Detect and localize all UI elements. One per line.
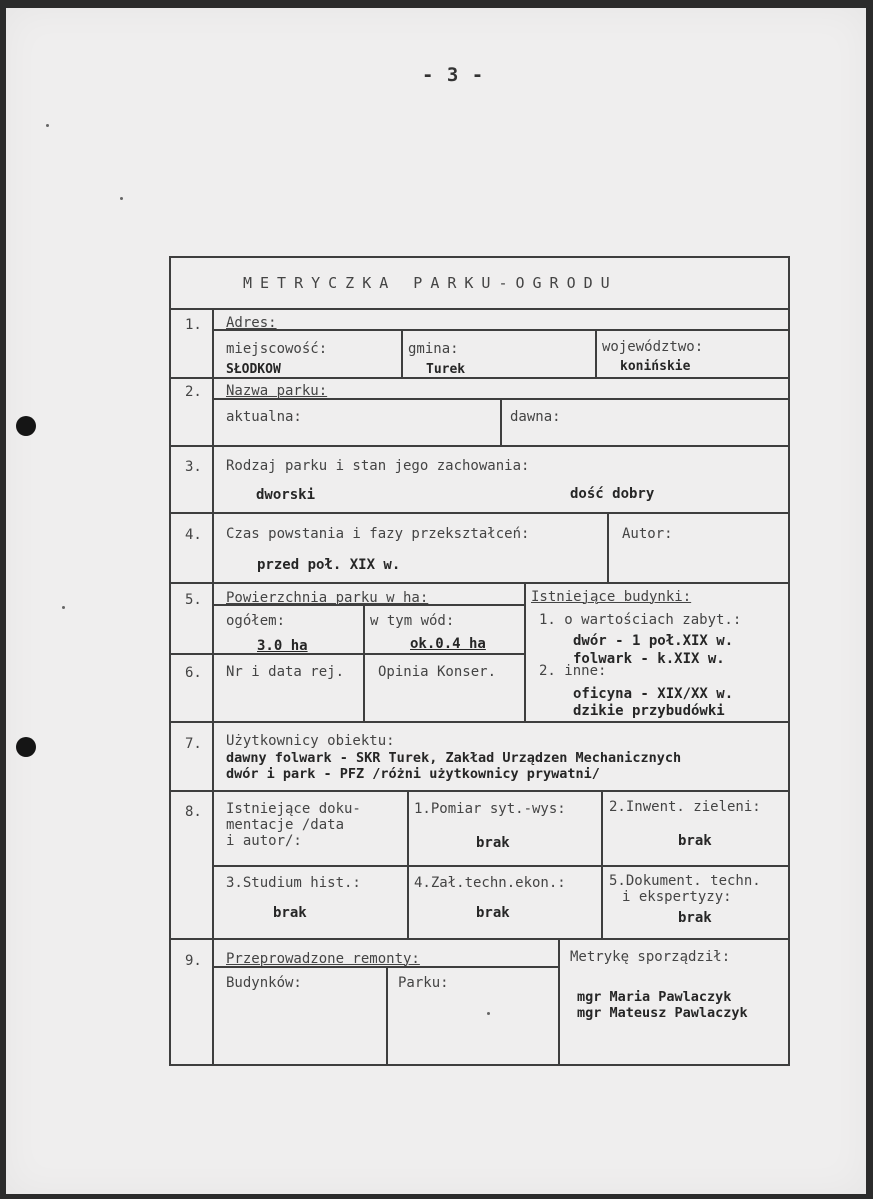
tech-docs-value: brak bbox=[678, 910, 712, 926]
users-line-2: dwór i park - PFZ /różni użytkownicy prywatni/ bbox=[226, 766, 600, 782]
tech-econ-value: brak bbox=[476, 905, 510, 921]
history-study-value: brak bbox=[273, 905, 307, 921]
section-number-7: 7. bbox=[185, 736, 202, 752]
historic-building-2: folwark - k.XIX w. bbox=[573, 651, 725, 667]
prepared-by-label: Metrykę sporządził: bbox=[570, 949, 731, 965]
section-divider bbox=[169, 938, 790, 940]
voivodeship-label: województwo: bbox=[602, 339, 704, 355]
page-number: - 3 - bbox=[422, 64, 485, 86]
docs-label-line-2: mentacje /data bbox=[226, 817, 345, 833]
binder-hole-bottom bbox=[16, 737, 36, 757]
repairs-label: Przeprowadzone remonty: bbox=[226, 951, 420, 967]
current-name-label: aktualna: bbox=[226, 409, 302, 425]
paper-speck bbox=[62, 606, 65, 609]
former-name-label: dawna: bbox=[510, 409, 561, 425]
commune-value: Turek bbox=[426, 362, 466, 377]
locality-label: miejscowość: bbox=[226, 341, 328, 357]
origin-value: przed poł. XIX w. bbox=[257, 557, 401, 573]
author-2: mgr Mateusz Pawlaczyk bbox=[577, 1005, 748, 1021]
area-row-divider bbox=[169, 653, 524, 655]
registry-label: Nr i data rej. bbox=[226, 664, 345, 680]
section-number-3: 3. bbox=[185, 459, 202, 475]
area-label: Powierzchnia parku w ha: bbox=[226, 590, 429, 606]
buildings-column-divider bbox=[524, 582, 526, 721]
buildings-repairs-label: Budynków: bbox=[226, 975, 302, 991]
author-block-divider bbox=[558, 938, 560, 1064]
section-number-1: 1. bbox=[185, 317, 202, 333]
form-border bbox=[169, 1064, 790, 1066]
total-area-label: ogółem: bbox=[226, 613, 286, 629]
name-column-divider bbox=[500, 398, 502, 445]
section-divider bbox=[169, 582, 790, 584]
author-column-divider bbox=[607, 512, 609, 582]
docs-column-divider bbox=[601, 790, 603, 938]
users-line-1: dawny folwark - SKR Turek, Zakład Urządzen Mechanicznych bbox=[226, 750, 682, 766]
section-number-6: 6. bbox=[185, 665, 202, 681]
paper-speck bbox=[120, 197, 123, 200]
author-label: Autor: bbox=[622, 526, 673, 542]
form-title: METRYCZKA PARKU-OGRODU bbox=[243, 274, 618, 292]
historic-building-1: dwór - 1 poł.XIX w. bbox=[573, 633, 734, 649]
condition-value: dość dobry bbox=[570, 486, 655, 502]
author-1: mgr Maria Pawlaczyk bbox=[577, 989, 732, 1005]
section-number-8: 8. bbox=[185, 804, 202, 820]
tech-docs-label-line-1: 5.Dokument. techn. bbox=[609, 873, 761, 889]
form-border bbox=[169, 256, 790, 258]
commune-label: gmina: bbox=[408, 341, 459, 357]
survey-value: brak bbox=[476, 835, 510, 851]
origin-label: Czas powstania i fazy przekształceń: bbox=[226, 526, 530, 542]
paper-speck bbox=[487, 1012, 490, 1015]
park-type-label: Rodzaj parku i stan jego zachowania: bbox=[226, 458, 530, 474]
address-label: Adres: bbox=[226, 315, 277, 331]
number-column-divider bbox=[212, 308, 214, 1064]
address-subdivider bbox=[212, 329, 788, 331]
conservator-opinion-label: Opinia Konser. bbox=[378, 664, 497, 680]
voivodeship-value: konińskie bbox=[620, 359, 691, 374]
section-divider bbox=[169, 308, 790, 310]
section-divider bbox=[169, 445, 790, 447]
park-type-value: dworski bbox=[256, 487, 316, 503]
docs-label-line-3: i autor/: bbox=[226, 833, 302, 849]
water-area-label: w tym wód: bbox=[370, 613, 455, 629]
paper-speck bbox=[46, 124, 49, 127]
section-divider bbox=[169, 721, 790, 723]
survey-label: 1.Pomiar syt.-wys: bbox=[414, 801, 566, 817]
repairs-column-divider bbox=[386, 966, 388, 1064]
other-buildings-label: 2. inne: bbox=[539, 663, 607, 679]
tech-docs-label-line-2: i ekspertyzy: bbox=[622, 889, 732, 905]
binder-hole-top bbox=[16, 416, 36, 436]
greenery-inventory-value: brak bbox=[678, 833, 712, 849]
section-number-2: 2. bbox=[185, 384, 202, 400]
area-column-divider bbox=[363, 604, 365, 721]
section-divider bbox=[169, 377, 790, 379]
other-building-2: dzikie przybudówki bbox=[573, 703, 725, 719]
other-building-1: oficyna - XIX/XX w. bbox=[573, 686, 734, 702]
docs-column-divider bbox=[407, 790, 409, 938]
section-number-9: 9. bbox=[185, 953, 202, 969]
park-name-label: Nazwa parku: bbox=[226, 383, 328, 399]
section-number-4: 4. bbox=[185, 527, 202, 543]
docs-row-divider bbox=[212, 865, 788, 867]
history-study-label: 3.Studium hist.: bbox=[226, 875, 361, 891]
address-column-divider bbox=[401, 329, 403, 377]
greenery-inventory-label: 2.Inwent. zieleni: bbox=[609, 799, 761, 815]
total-area-value: 3.0 ha bbox=[257, 638, 308, 654]
section-divider bbox=[169, 512, 790, 514]
section-divider bbox=[169, 790, 790, 792]
section-number-5: 5. bbox=[185, 592, 202, 608]
users-label: Użytkownicy obiektu: bbox=[226, 733, 395, 749]
water-area-value: ok.0.4 ha bbox=[410, 636, 486, 652]
tech-econ-label: 4.Zał.techn.ekon.: bbox=[414, 875, 566, 891]
locality-value: SŁODKOW bbox=[226, 362, 281, 377]
docs-label-line-1: Istniejące doku- bbox=[226, 801, 361, 817]
park-repairs-label: Parku: bbox=[398, 975, 449, 991]
historic-buildings-label: 1. o wartościach zabyt.: bbox=[539, 612, 742, 628]
address-column-divider bbox=[595, 329, 597, 377]
buildings-label: Istniejące budynki: bbox=[531, 589, 692, 605]
